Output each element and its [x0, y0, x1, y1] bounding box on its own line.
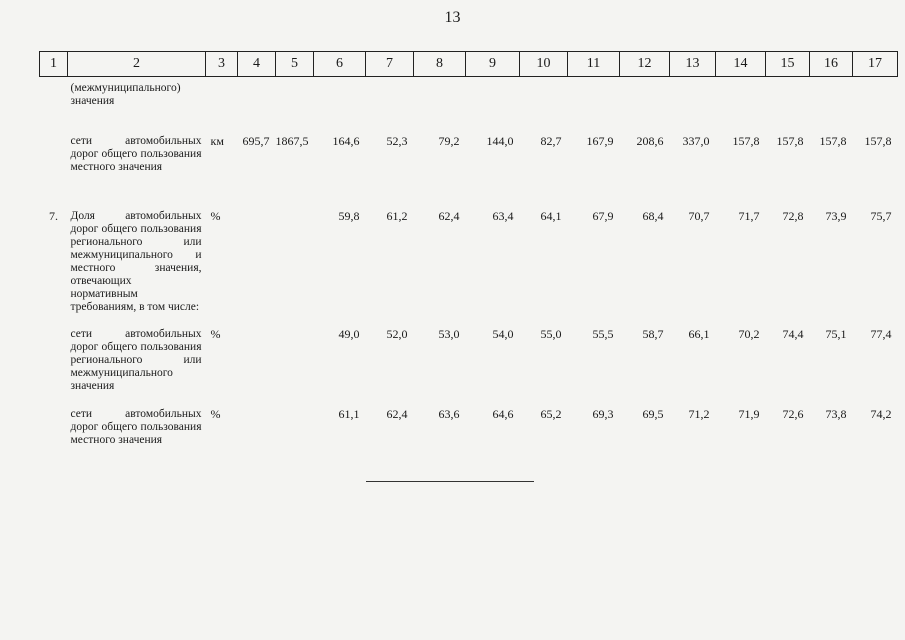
- column-header: 16: [810, 52, 853, 77]
- value-cell: 695,7: [242, 133, 270, 148]
- value-cell: 61,2: [386, 208, 408, 223]
- unit: [206, 77, 238, 129]
- table-row: [40, 402, 898, 472]
- value-cell: [238, 322, 276, 402]
- value-cell: [716, 77, 766, 129]
- column-header: 5: [276, 52, 314, 77]
- value-cell: 73,8: [825, 406, 847, 421]
- value-cell: [520, 77, 568, 129]
- column-number-row: [40, 52, 898, 77]
- value-cell: [238, 204, 276, 322]
- value-cell: 72,8: [782, 208, 804, 223]
- value-cell: 52,3: [386, 133, 408, 148]
- unit: %: [210, 208, 221, 223]
- value-cell: 64,6: [492, 406, 514, 421]
- value-cell: 69,5: [642, 406, 664, 421]
- row-number: [40, 77, 68, 129]
- value-cell: 55,0: [540, 326, 562, 341]
- value-cell: [853, 77, 898, 129]
- value-cell: 164,6: [332, 133, 360, 148]
- value-cell: 74,4: [782, 326, 804, 341]
- value-cell: [276, 322, 314, 402]
- value-cell: 70,2: [738, 326, 760, 341]
- value-cell: [238, 77, 276, 129]
- column-header: 8: [414, 52, 466, 77]
- value-cell: 208,6: [636, 133, 664, 148]
- value-cell: 71,9: [738, 406, 760, 421]
- value-cell: 63,4: [492, 208, 514, 223]
- value-cell: 62,4: [386, 406, 408, 421]
- column-header: 17: [853, 52, 898, 77]
- column-header: 2: [68, 52, 206, 77]
- column-header: 12: [620, 52, 670, 77]
- row-number: [40, 322, 68, 402]
- value-cell: [238, 402, 276, 472]
- value-cell: 58,7: [642, 326, 664, 341]
- value-cell: 337,0: [682, 133, 710, 148]
- table-row: [40, 129, 898, 204]
- value-cell: 65,2: [540, 406, 562, 421]
- value-cell: [314, 77, 366, 129]
- value-cell: 64,1: [540, 208, 562, 223]
- column-header: 9: [466, 52, 520, 77]
- value-cell: 77,4: [870, 326, 892, 341]
- value-cell: [276, 77, 314, 129]
- table-row: [40, 322, 898, 402]
- value-cell: 82,7: [540, 133, 562, 148]
- value-cell: [414, 77, 466, 129]
- value-cell: 55,5: [592, 326, 614, 341]
- column-header: 11: [568, 52, 620, 77]
- row-number: [40, 402, 68, 472]
- value-cell: 79,2: [438, 133, 460, 148]
- value-cell: 66,1: [688, 326, 710, 341]
- value-cell: 75,1: [825, 326, 847, 341]
- indicator-name: Доля автомобильных дорог общего пользования регионального или межмуниципального и местного значения, отвечающих нормативным требованиям, в том числе:: [70, 209, 202, 313]
- value-cell: 1867,5: [275, 133, 309, 148]
- column-header: 7: [366, 52, 414, 77]
- value-cell: [810, 77, 853, 129]
- value-cell: 68,4: [642, 208, 664, 223]
- value-cell: 73,9: [825, 208, 847, 223]
- value-cell: 75,7: [870, 208, 892, 223]
- value-cell: 67,9: [592, 208, 614, 223]
- value-cell: [366, 77, 414, 129]
- table-row: [40, 77, 898, 129]
- value-cell: 52,0: [386, 326, 408, 341]
- unit: %: [210, 406, 221, 421]
- indicator-name: сети автомобильных дорог общего пользования регионального или межмуниципального значения: [70, 327, 202, 392]
- column-header: 15: [766, 52, 810, 77]
- value-cell: 62,4: [438, 208, 460, 223]
- value-cell: 70,7: [688, 208, 710, 223]
- table-row: [40, 204, 898, 322]
- column-header: 14: [716, 52, 766, 77]
- value-cell: [568, 77, 620, 129]
- value-cell: 69,3: [592, 406, 614, 421]
- value-cell: 72,6: [782, 406, 804, 421]
- value-cell: 71,7: [738, 208, 760, 223]
- value-cell: [670, 77, 716, 129]
- value-cell: 157,8: [776, 133, 804, 148]
- value-cell: 74,2: [870, 406, 892, 421]
- column-header: 13: [670, 52, 716, 77]
- column-header: 4: [238, 52, 276, 77]
- value-cell: 157,8: [732, 133, 760, 148]
- indicator-name: сети автомобильных дорог общего пользования местного значения: [70, 134, 202, 173]
- value-cell: [766, 77, 810, 129]
- value-cell: 63,6: [438, 406, 460, 421]
- value-cell: 61,1: [338, 406, 360, 421]
- value-cell: 49,0: [338, 326, 360, 341]
- value-cell: 157,8: [819, 133, 847, 148]
- page-number: 13: [444, 9, 461, 26]
- indicator-name: сети автомобильных дорог общего пользования местного значения: [70, 407, 202, 446]
- value-cell: 54,0: [492, 326, 514, 341]
- column-header: 3: [206, 52, 238, 77]
- unit: км: [210, 133, 224, 148]
- row-number: [40, 129, 68, 204]
- value-cell: [466, 77, 520, 129]
- column-header: 6: [314, 52, 366, 77]
- value-cell: 157,8: [864, 133, 892, 148]
- indicators-table: [39, 51, 898, 472]
- value-cell: [276, 204, 314, 322]
- column-header: 1: [40, 52, 68, 77]
- value-cell: [276, 402, 314, 472]
- end-divider: [366, 481, 534, 482]
- value-cell: 144,0: [486, 133, 514, 148]
- column-header: 10: [520, 52, 568, 77]
- unit: %: [210, 326, 221, 341]
- row-number: 7.: [49, 208, 58, 223]
- indicator-name: (межмуниципального) значения: [70, 82, 181, 107]
- value-cell: 71,2: [688, 406, 710, 421]
- value-cell: 53,0: [438, 326, 460, 341]
- value-cell: 59,8: [338, 208, 360, 223]
- value-cell: [620, 77, 670, 129]
- value-cell: 167,9: [586, 133, 614, 148]
